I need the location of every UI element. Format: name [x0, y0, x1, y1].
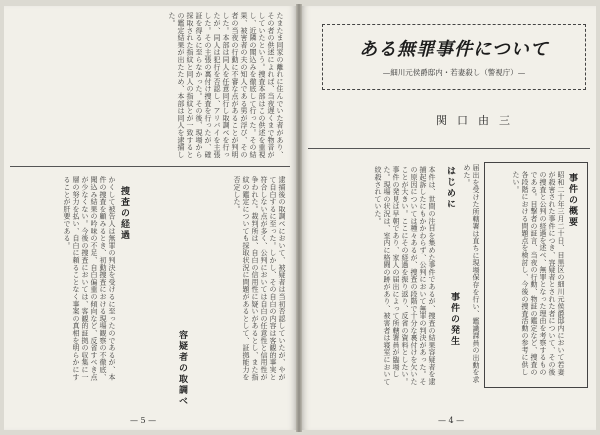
right-page-discovery-text: 届出を受けた所轄署は直ちに現場保存を行い、鑑識課員の出動を求めた。 [463, 164, 480, 383]
summary-box [484, 162, 588, 388]
heading-discovery: 事件の発生 [449, 292, 459, 347]
heading-process: 捜査の経過 [119, 186, 129, 241]
right-page-intro-text: 本件は、世間の注目を集めた事件であるが、捜査の結果容疑者を逮捕起訴したにもかかわらず、公判において無罪の判決があった。その原因については種々あるが、捜査の段階で十分な裏付けを欠いたことが大きい。ここにその経過を振り返り、反省の資料としたい。事件の発見は早朝であり、家人の届出によって所轄署員が臨場した。現場の状況は、室内に格闘の跡があり、被害者は寝室において絞殺されていた。 [374, 166, 436, 385]
heading-intro: はじめに [445, 166, 455, 210]
article-title: ある無罪事件について [359, 39, 549, 60]
divider-rule [308, 148, 590, 149]
left-divider-rule [10, 166, 290, 167]
folio-right: — 4 — [438, 416, 465, 425]
heading-suspect: 容疑者の取調べ [177, 330, 187, 407]
left-page-process-text: 逮捕後の取調べにおいて、被疑者は当初否認していたが、やがて自白するに至った。しかし、その自白の内容は客観的事実と符合しない点が多く、公判においては自白の任意性と信用性が争われた。裁判所は、自白の信用性に疑いがあるとし、また指紋の鑑定についても採取状況に問題があるとして、証拠能力を否定した。 [233, 176, 286, 381]
summary-heading: 事件の概要 [567, 173, 577, 228]
folio-left: — 5 — [130, 416, 157, 425]
summary-text-block: 昭和二十年三月二十日、目黒区の細川元侯爵邸内において若妻が殺害された事件につき、容疑者とされた者について、その後の捜査と公判の経過を述べ、無罪となった理由を考察するものである。目撃者の証言、当夜の行動、物証の鑑定など、捜査の各段階における問題点を検討し、今後の捜査活動の参考に供したい。 [512, 171, 565, 376]
left-page-suspect-text: かくして被告人は無罪の判決を受けるに至ったのであるが、本件の捜査を顧みるとき、初動捜査における現場観察の不徹底、聞込み結果の吟味の不足、自白偏重の傾向など、反省すべき点が少なくない。今後の捜査においては、客観的証拠の収集に一層の努力を払い、自白に頼ることなく事案の真相を明らかにすることが肝要である。 [63, 176, 116, 381]
article-subtitle: —細川元侯爵邸内・若妻殺し（警視庁）— [382, 68, 526, 77]
title-frame [322, 24, 586, 90]
left-page-upper-text: たまたま同家の離れに住んでいた者があり、その者の供述によれば、当夜遅くまで物音がしていたという。捜査本部はこの供述を重視し、近隣の聞込みを徹底して行った。その結果、被害者の夫の知人である男が浮び、その者の当夜の行動に不審な点があることが判明した。本部は同人を任意同行し取調べを行ったが、同人は犯行を否認し、アリバイを主張した。その主張の裏付け捜査を行ったが、確証を得るに至らなかった。その後、現場から採取された指紋と同人の指紋とが一致するとの鑑定結果が出たため、本部は同人を逮捕した。 [168, 12, 284, 158]
article-author: 関口由三 [436, 114, 520, 127]
